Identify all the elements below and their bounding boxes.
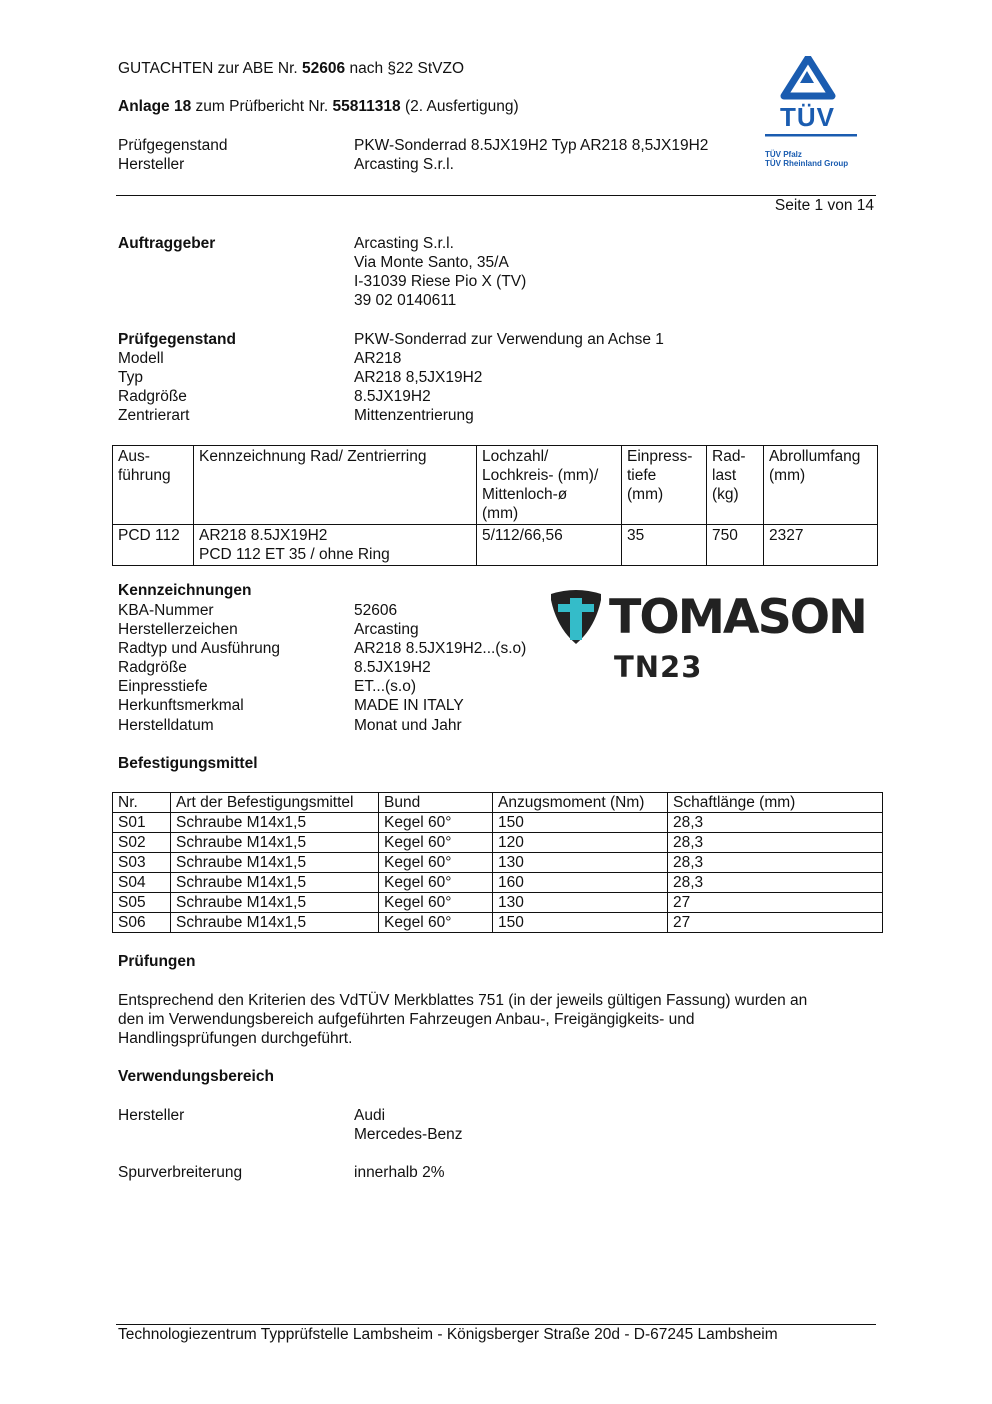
- page-info: Seite 1 von 14: [774, 197, 874, 214]
- cell-moment: 130: [493, 893, 668, 913]
- th-anzugsmoment: Anzugsmoment (Nm): [493, 793, 668, 813]
- herkunft-value: MADE IN ITALY: [354, 697, 464, 714]
- cell-art: Schraube M14x1,5: [171, 813, 379, 833]
- pruefungen-line-1: Entsprechend den Kriterien des VdTÜV Merkblattes 751 (in der jeweils gültigen Fassung) wurden an: [118, 992, 808, 1009]
- wheel-table-header: [113, 446, 878, 525]
- th-kennzeichnung: Kennzeichnung Rad/ Zentrierring: [194, 446, 477, 525]
- th-schaftlaenge: Schaftlänge (mm): [668, 793, 883, 813]
- pruefungen-title: Prüfungen: [118, 953, 196, 970]
- zentrierart-value: Mittenzentrierung: [354, 407, 474, 424]
- th-bund: Bund: [379, 793, 493, 813]
- radgroesse-label: Radgröße: [118, 388, 187, 405]
- herkunft-label: Herkunftsmerkmal: [118, 697, 244, 714]
- tuv-logo: [762, 56, 862, 179]
- radgroesse-value: 8.5JX19H2: [354, 388, 431, 405]
- header-line-1: GUTACHTEN zur ABE Nr. 52606 nach §22 StVZO: [118, 60, 465, 77]
- kennzeichnungen-title: Kennzeichnungen: [118, 582, 252, 599]
- cell-nr: S02: [113, 833, 171, 853]
- herstelldatum-label: Herstelldatum: [118, 717, 214, 734]
- befestigung-title: Befestigungsmittel: [118, 755, 258, 772]
- pruefungen-line-3: Handlingsprüfungen durchgeführt.: [118, 1030, 353, 1047]
- cell-moment: 160: [493, 873, 668, 893]
- typ-label: Typ: [118, 369, 143, 386]
- befestigung-header: [113, 793, 883, 813]
- cell-bund: Kegel 60°: [379, 853, 493, 873]
- cell-art: Schraube M14x1,5: [171, 873, 379, 893]
- k-radgroesse-label: Radgröße: [118, 659, 187, 676]
- cell-nr: S01: [113, 813, 171, 833]
- th-ausfuehrung: Aus- führung: [113, 446, 194, 525]
- cell-nr: S05: [113, 893, 171, 913]
- typ-value: AR218 8,5JX19H2: [354, 369, 483, 386]
- kba-value: 52606: [354, 602, 398, 619]
- radtyp-value: AR218 8.5JX19H2...(s.o): [354, 640, 527, 657]
- vb-hersteller-label: Hersteller: [118, 1107, 185, 1124]
- auftraggeber-line-2: Via Monte Santo, 35/A: [354, 254, 509, 271]
- spur-value: innerhalb 2%: [354, 1164, 445, 1181]
- cell-lochzahl: 5/112/66,56: [477, 525, 622, 566]
- tuv-word: TÜV: [780, 102, 835, 132]
- pruefungen-line-2: den im Verwendungsbereich aufgeführten Fahrzeugen Anbau-, Freigängigkeits- und: [118, 1011, 695, 1028]
- tomason-shield-icon: [548, 588, 604, 648]
- einpresstiefe-label: Einpresstiefe: [118, 678, 208, 695]
- vb-hersteller-2: Mercedes-Benz: [354, 1126, 463, 1143]
- cell-art: Schraube M14x1,5: [171, 853, 379, 873]
- k-radgroesse-value: 8.5JX19H2: [354, 659, 431, 676]
- auftraggeber-line-4: 39 02 0140611: [354, 292, 457, 309]
- th-lochzahl: Lochzahl/ Lochkreis- (mm)/ Mittenloch-ø (mm): [477, 446, 622, 525]
- cell-nr: S04: [113, 873, 171, 893]
- radtyp-label: Radtyp und Ausführung: [118, 640, 281, 657]
- th-nr: Nr.: [113, 793, 171, 813]
- herstellerzeichen-value: Arcasting: [354, 621, 419, 638]
- cell-schaft: 28,3: [668, 833, 883, 853]
- cell-bund: Kegel 60°: [379, 873, 493, 893]
- abe-number: 52606: [302, 60, 346, 77]
- cell-moment: 150: [493, 813, 668, 833]
- header-pruefgegenstand-value: PKW-Sonderrad 8.5JX19H2 Typ AR218 8,5JX19H2: [354, 137, 709, 154]
- header-line-2: Anlage 18 zum Prüfbericht Nr. 55811318 (2. Ausfertigung): [118, 98, 519, 115]
- tuv-sub-2: TÜV Rheinland Group: [765, 159, 849, 168]
- header-pruefgegenstand-label: Prüfgegenstand: [118, 137, 228, 154]
- table-row: [113, 813, 883, 833]
- anlage-label: Anlage 18: [118, 98, 192, 115]
- table-row: [113, 853, 883, 873]
- cell-bund: Kegel 60°: [379, 913, 493, 933]
- cell-moment: 120: [493, 833, 668, 853]
- pruefgegenstand-label: Prüfgegenstand: [118, 331, 236, 348]
- auftraggeber-line-1: Arcasting S.r.l.: [354, 235, 454, 252]
- cell-einpresstiefe: 35: [622, 525, 707, 566]
- cell-nr: S03: [113, 853, 171, 873]
- table-row: [113, 525, 878, 566]
- kba-label: KBA-Nummer: [118, 602, 214, 619]
- cell-bund: Kegel 60°: [379, 893, 493, 913]
- cell-moment: 130: [493, 853, 668, 873]
- header-hersteller-label: Hersteller: [118, 156, 185, 173]
- auftraggeber-label: Auftraggeber: [118, 235, 216, 252]
- cell-art: Schraube M14x1,5: [171, 833, 379, 853]
- cell-nr: S06: [113, 913, 171, 933]
- cell-art: Schraube M14x1,5: [171, 893, 379, 913]
- tomason-model: TN23: [614, 650, 703, 684]
- vb-hersteller-1: Audi: [354, 1107, 386, 1124]
- cell-schaft: 28,3: [668, 813, 883, 833]
- th-abrollumfang: Abrollumfang (mm): [764, 446, 878, 525]
- cell-abrollumfang: 2327: [764, 525, 878, 566]
- cell-bund: Kegel 60°: [379, 833, 493, 853]
- th-radlast: Rad- last (kg): [707, 446, 764, 525]
- table-row: [113, 893, 883, 913]
- zentrierart-label: Zentrierart: [118, 407, 190, 424]
- cell-moment: 150: [493, 913, 668, 933]
- table-row: [113, 873, 883, 893]
- cell-schaft: 28,3: [668, 873, 883, 893]
- cell-schaft: 28,3: [668, 853, 883, 873]
- modell-value: AR218: [354, 350, 402, 367]
- pruefbericht-number: 55811318: [332, 98, 401, 115]
- auftraggeber-line-3: I-31039 Riese Pio X (TV): [354, 273, 527, 290]
- th-art: Art der Befestigungsmittel: [171, 793, 379, 813]
- cell-art: Schraube M14x1,5: [171, 913, 379, 933]
- wheel-table: [112, 445, 878, 566]
- cell-ausfuehrung: PCD 112: [113, 525, 194, 566]
- tomason-logo: [548, 588, 866, 684]
- verwendungsbereich-title: Verwendungsbereich: [118, 1068, 274, 1085]
- einpresstiefe-value: ET...(s.o): [354, 678, 417, 695]
- footer-text: Technologiezentrum Typprüfstelle Lambsheim - Königsberger Straße 20d - D-67245 Lambsheim: [118, 1326, 778, 1343]
- th-einpresstiefe: Einpress- tiefe (mm): [622, 446, 707, 525]
- cell-radlast: 750: [707, 525, 764, 566]
- spur-label: Spurverbreiterung: [118, 1164, 243, 1181]
- tuv-sub-1: TÜV Pfalz: [765, 150, 802, 159]
- cell-schaft: 27: [668, 913, 883, 933]
- modell-label: Modell: [118, 350, 164, 367]
- header-hersteller-value: Arcasting S.r.l.: [354, 156, 454, 173]
- befestigung-table: [112, 792, 883, 933]
- cell-kennzeichnung: AR218 8.5JX19H2 PCD 112 ET 35 / ohne Ring: [194, 525, 477, 566]
- pruefgegenstand-value: PKW-Sonderrad zur Verwendung an Achse 1: [354, 331, 664, 348]
- cell-schaft: 27: [668, 893, 883, 913]
- cell-bund: Kegel 60°: [379, 813, 493, 833]
- herstellerzeichen-label: Herstellerzeichen: [118, 621, 238, 638]
- table-row: [113, 833, 883, 853]
- table-row: [113, 913, 883, 933]
- header-divider: [116, 195, 876, 196]
- tomason-word: TOMASON: [609, 590, 866, 645]
- herstelldatum-value: Monat und Jahr: [354, 717, 462, 734]
